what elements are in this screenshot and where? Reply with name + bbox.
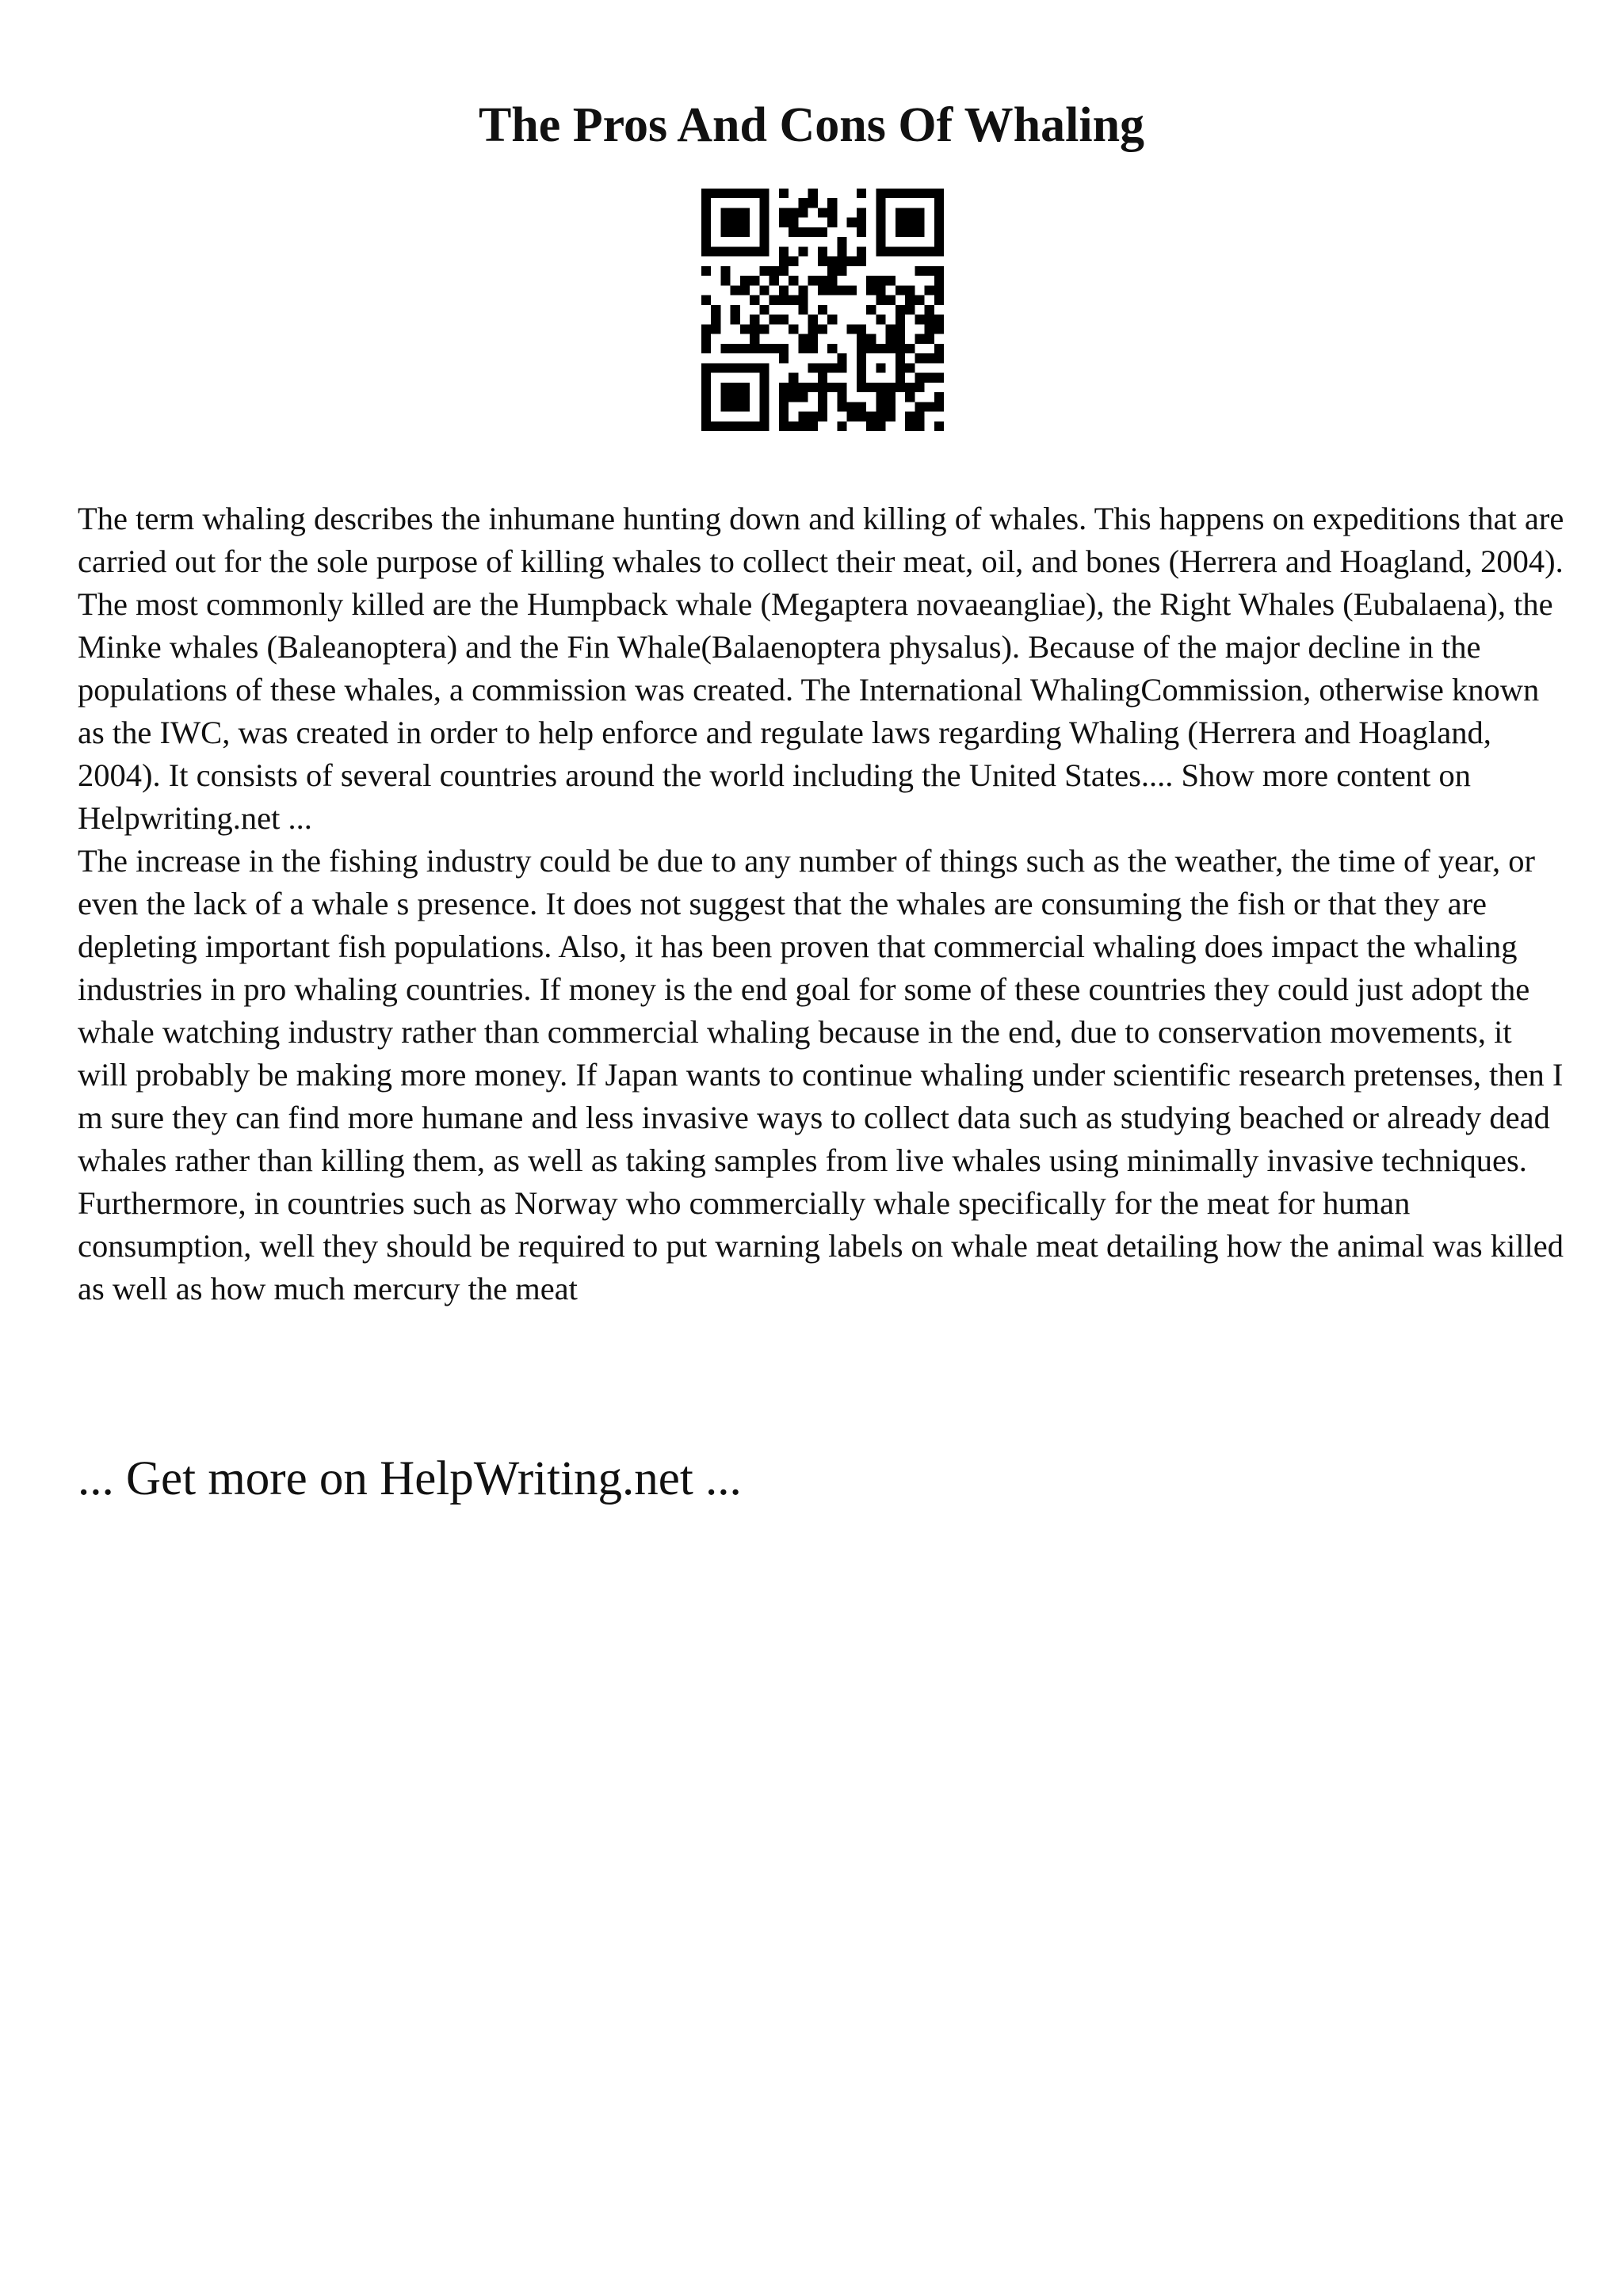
get-more-link[interactable]: ... Get more on HelpWriting.net ...: [78, 1452, 742, 1505]
paragraph-2: The increase in the fishing industry could be due to any number of things such as the weather, the time of year, or even the lack of a whale s presence. It does not suggest that the whales are consuming the fish or that they are depleting important fish populations. Also, it has been proven that commercial whaling does impact the whaling industries in pro whaling countries. If money is the end goal for some of these countries they could just adopt the whale watching industry rather than commercial whaling because in the end, due to conservation movements, it will probably be making more money. If Japan wants to continue whaling under scientific research pretenses, then I m sure they can find more humane and less invasive ways to collect data such as studying beached or already dead whales rather than killing them, as well as taking samples from live whales using minimally invasive techniques. Furthermore, in countries such as Norway who commercially whale specifically for the meat for human consumption, well they should be required to put warning labels on whale meat detailing how the animal was killed as well as how much mercury the meat: [78, 843, 1564, 1306]
page-title: The Pros And Cons Of Whaling: [478, 98, 1145, 152]
article-body: [78, 498, 1568, 1310]
paragraph-1: The term whaling describes the inhumane hunting down and killing of whales. This happens on expeditions that are carried out for the sole purpose of killing whales to collect their meat, oil, and bones (Herrera and Hoagland, 2004). The most commonly killed are the Humpback whale (Megaptera novaeangliae), the Right Whales (Eubalaena), the Minke whales (Baleanoptera) and the Fin Whale(Balaenoptera physalus). Because of the major decline in the populations of these whales, a commission was created. The International WhalingCommission, otherwise known as the IWC, was created in order to help enforce and regulate laws regarding Whaling (Herrera and Hoagland, 2004). It consists of several countries around the world including the United States.... Show more content on Helpwriting.net ...: [78, 501, 1564, 836]
qr-code-icon: [701, 189, 944, 431]
